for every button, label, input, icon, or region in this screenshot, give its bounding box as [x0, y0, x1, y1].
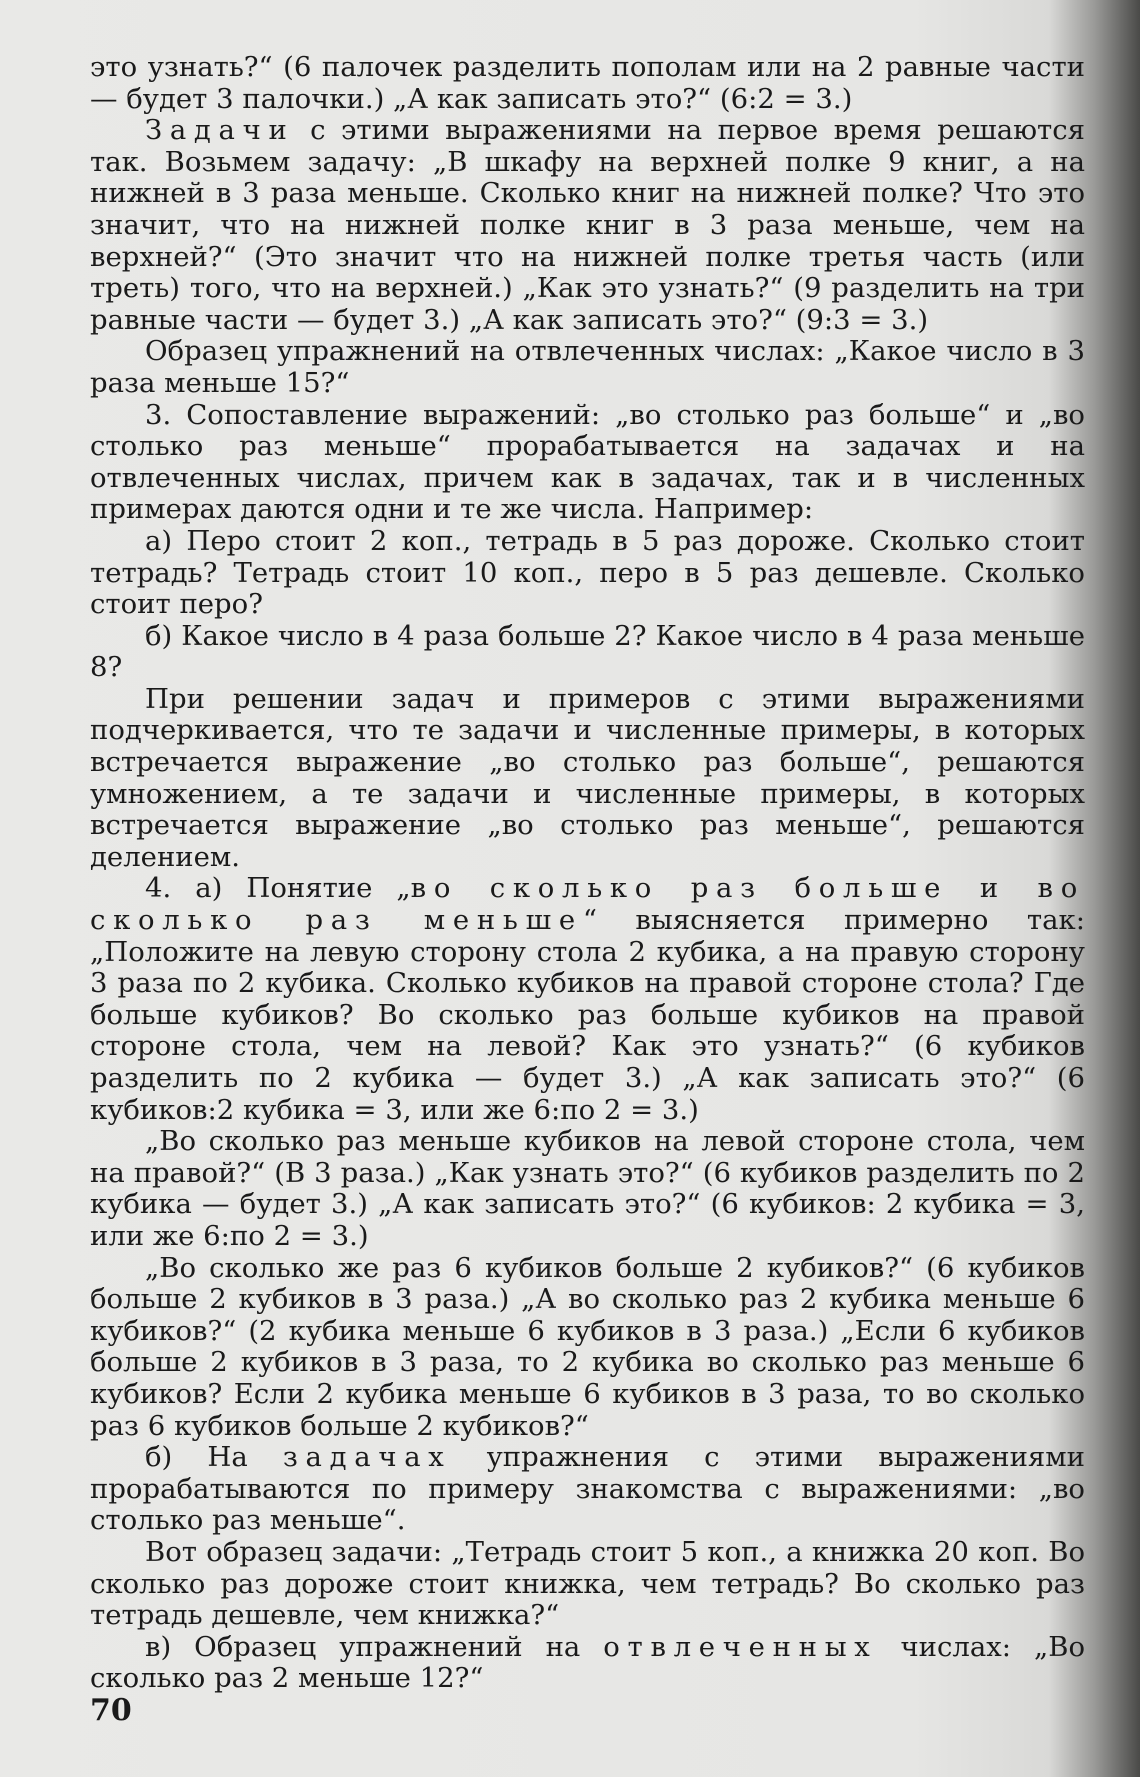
paragraph-4 [90, 400, 1085, 526]
page-number: 70 [90, 1693, 132, 1728]
paragraph-lead: б) На [145, 1441, 283, 1474]
paragraph-text: а) Перо стоит 2 коп., тетрадь в 5 раз дороже. Сколько стоит тетрадь? Тетрадь стоит 10 коп., перо в 5 раз дешевле. Сколько стоит перо? [90, 524, 1085, 621]
paragraph-text: б) Какое число в 4 раза больше 2? Какое число в 4 раза меньше 8? [90, 619, 1085, 684]
paragraph-8 [90, 873, 1085, 1126]
paragraph-lead: 4. а) Понятие „ [145, 872, 411, 905]
paragraph-2 [90, 115, 1085, 336]
paragraph-text: Образец упражнений на отвлеченных числах: „Какое число в 3 раза меньше 15?“ [90, 335, 1085, 399]
paragraph-9 [90, 1126, 1085, 1252]
paragraph-text: 3. Сопоставление выражений: „во столько раз больше“ и „во столько раз меньше“ прорабатывается на задачах и на отвлеченных числах, причем как в задачах, так и в численных примерах даются одни и те же числа. Например: [90, 398, 1085, 526]
spaced-term: отвлеченных [603, 1630, 878, 1663]
spaced-term: задачах [282, 1441, 452, 1474]
paragraph-1 [90, 52, 1085, 115]
paragraph-12 [90, 1537, 1085, 1632]
paragraph-text: Вот образец задачи: „Тетрадь стоит 5 коп., а книжка 20 коп. Во сколько раз дороже стоит книжка, чем тетрадь? Во сколько раз тетрадь дешевле, чем книжка?“ [90, 1535, 1085, 1632]
paragraph-text: это узнать?“ (6 палочек разделить пополам или на 2 равные части — будет 3 палочки.) „А как записать это?“ (6:2 = 3.) [90, 51, 1085, 115]
paragraph-text: с этими выражениями на первое время решаются так. Возьмем задачу: „В шкафу на верхней полке 9 книг, а на нижней в 3 раза меньше. Сколько книг на нижней полке? Что это значит, что на нижней полке книг в 3 раза меньше, чем на верхней?“ (Это значит что на нижней полке третья часть (или треть) того, что на верхней.) „Как это узнать?“ (9 разделить на три равные части — будет 3.) „А как записать это?“ (9:3 = 3.) [90, 114, 1085, 336]
paragraph-5 [90, 526, 1085, 621]
paragraph-3 [90, 336, 1085, 399]
paragraph-text: упражнения с этими выражениями прорабатываются по примеру знакомства с выражениями: „во столько раз меньше“. [90, 1441, 1085, 1537]
paragraph-text: „Во сколько же раз 6 кубиков больше 2 кубиков?“ (6 кубиков больше 2 кубиков в 3 раза.) „А во сколько раз 2 кубика меньше 6 кубиков?“ (2 кубика меньше 6 кубиков в 3 раза.) „Если 6 кубиков больше 2 кубиков в 3 раза, то 2 кубика во сколько раз меньше 6 кубиков? Если 2 кубика меньше 6 кубиков в 3 раза, то во сколько раз 6 кубиков больше 2 кубиков?“ [90, 1251, 1085, 1442]
spaced-term: во сколько раз больше и во сколько раз меньше [90, 872, 1085, 937]
paragraph-7 [90, 684, 1085, 874]
spaced-term: Задачи [145, 114, 295, 147]
paragraph-text: „Во сколько раз меньше кубиков на левой стороне стола, чем на правой?“ (В 3 раза.) „Как узнать это?“ (6 кубиков разделить по 2 кубика — будет 3.) „А как записать это?“ (6 кубиков: 2 кубика = 3, или же 6:по 2 = 3.) [90, 1125, 1085, 1252]
paragraph-6 [90, 621, 1085, 684]
paragraph-lead: в) Образец упражнений на [145, 1630, 604, 1663]
body-text [90, 52, 1085, 1695]
paragraph-10 [90, 1253, 1085, 1443]
paragraph-text: “ выясняется примерно так: „Положите на левую сторону стола 2 кубика, а на правую сторону 3 раза по 2 кубика. Сколько кубиков на правой стороне стола? Где больше кубиков? Во сколько раз больше кубиков на правой стороне стола, чем на левой? Как это узнать?“ (6 кубиков разделить по 2 кубика — будет 3.) „А как записать это?“ (6 кубиков:2 кубика = 3, или же 6:по 2 = 3.) [90, 904, 1085, 1126]
paragraph-13 [90, 1632, 1085, 1695]
paragraph-text: числах: „Во сколько раз 2 меньше 12?“ [90, 1630, 1086, 1695]
paragraph-11 [90, 1442, 1085, 1537]
paragraph-text: При решении задач и примеров с этими выражениями подчеркивается, что те задачи и численные примеры, в которых встречается выражение „во столько раз больше“, решаются умножением, а те задачи и численные примеры, в которых встречается выражение „во столько раз меньше“, решаются делением. [90, 682, 1085, 873]
